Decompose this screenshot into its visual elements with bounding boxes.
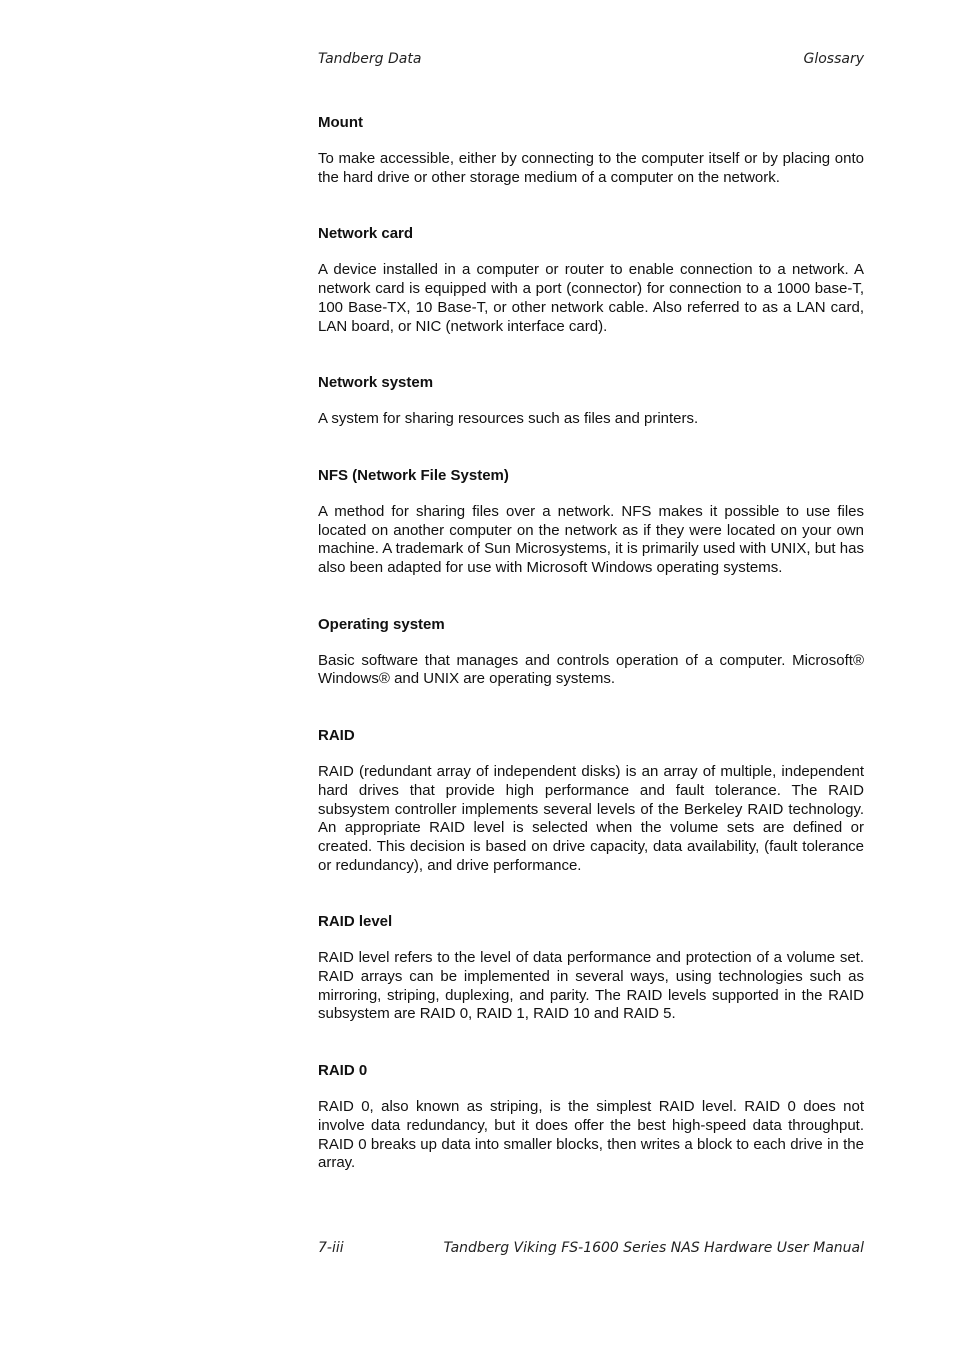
glossary-entry [318, 726, 864, 875]
page-footer [318, 1240, 864, 1256]
glossary-entry [318, 373, 864, 429]
glossary-entry [318, 113, 864, 187]
manual-title: Tandberg Viking FS-1600 Series NAS Hardware User Manual [443, 1240, 864, 1256]
glossary-definition: A method for sharing files over a network. NFS makes it possible to use files located on another computer on the network as if they were located on your own machine. A trademark of Sun Microsystems, it is primarily used with UNIX, but has also been adapted for use with Microsoft Windows operating systems. [318, 502, 864, 577]
glossary-term: Mount [318, 114, 363, 131]
header-company: Tandberg Data [318, 51, 422, 67]
glossary-term: NFS (Network File System) [318, 466, 509, 484]
glossary-definition: A system for sharing resources such as files and printers. [318, 410, 699, 428]
glossary-term: RAID [318, 727, 355, 745]
header-section: Glossary [803, 51, 864, 67]
glossary-entry [318, 224, 864, 336]
glossary-term: RAID 0 [318, 1062, 368, 1080]
glossary-definition: RAID (redundant array of independent disks) is an array of multiple, independent hard drives that provide high performance and fault tolerance. The RAID subsystem controller implements several levels of the Berkeley RAID technology. An appropriate RAID level is selected when the volume sets are defined or created. This decision is based on drive capacity, data availability, (fault tolerance or redundancy), and drive performance. [318, 763, 864, 874]
glossary-definition: RAID 0, also known as striping, is the simplest RAID level. RAID 0 does not involve data redundancy, but it does offer the best high-speed data throughput. RAID 0 breaks up data into smaller blocks, then writes a block to each drive in the array. [318, 1098, 864, 1172]
glossary-definition: A device installed in a computer or router to enable connection to a network. A network card is equipped with a port (connector) for connection to a 1000 base-T, 100 Base-TX, 10 Base-T, or other network cable. Also referred to as a LAN card, LAN board, or NIC (network interface card). [318, 261, 864, 335]
page-number: 7-iii [318, 1240, 344, 1256]
glossary-term: Operating system [318, 615, 445, 633]
glossary-entry [318, 466, 864, 578]
glossary-entry [318, 912, 864, 1024]
glossary-term: RAID level [318, 913, 393, 931]
glossary-definition: Basic software that manages and controls operation of a computer. Microsoft® Windows® and UNIX are operating systems. [318, 651, 864, 688]
glossary-definition: To make accessible, either by connecting to the computer itself or by placing onto the hard drive or other storage medium of a computer on the network. [318, 150, 864, 186]
glossary-term: Network card [318, 225, 414, 243]
glossary-entry [318, 1061, 864, 1173]
glossary-entry [318, 615, 864, 689]
glossary-term: Network system [318, 374, 434, 392]
page-header [318, 51, 864, 67]
glossary-definition: RAID level refers to the level of data performance and protection of a volume set. RAID arrays can be implemented in several ways, using technologies such as mirroring, striping, duplexing, and parity. The RAID levels supported in the RAID subsystem are RAID 0, RAID 1, RAID 10 and RAID 5. [318, 949, 864, 1023]
glossary-content [318, 113, 864, 1173]
